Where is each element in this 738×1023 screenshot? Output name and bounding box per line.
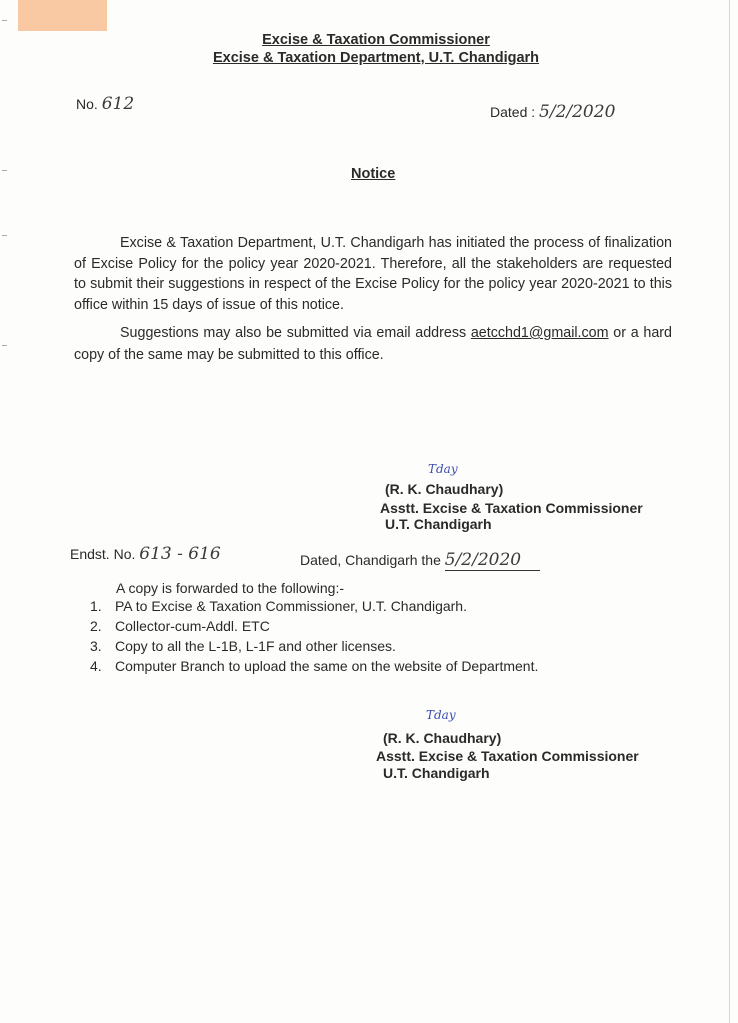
dated-value: 5/2/2020 (539, 102, 616, 122)
no-label: No. (76, 96, 98, 112)
item-number: 1. (90, 598, 102, 614)
signatory-name: (R. K. Chaudhary) (385, 481, 504, 497)
notice-title: Notice (351, 166, 396, 182)
paragraph-2 (74, 322, 672, 366)
item-number: 2. (90, 618, 102, 634)
paragraph-1 (74, 233, 672, 315)
reference-date (490, 102, 615, 122)
signatory-location: U.T. Chandigarh (385, 516, 492, 532)
scan-edge (729, 0, 730, 1023)
punch-mark (2, 235, 7, 236)
list-item (90, 658, 538, 678)
endorsement-number (70, 544, 221, 564)
paragraph-2-text: Suggestions may also be submitted via email address (120, 325, 471, 341)
signatory-designation: Asstt. Excise & Taxation Commissioner (380, 500, 643, 516)
header-line1: Excise & Taxation Commissioner (262, 32, 490, 48)
copy-intro: A copy is forwarded to the following:- (116, 580, 345, 596)
punch-mark (2, 345, 7, 346)
reference-number (76, 94, 134, 114)
item-number: 4. (90, 658, 102, 674)
signatory-location: U.T. Chandigarh (383, 765, 490, 781)
punch-mark (2, 20, 7, 21)
endst-dated-label: Dated, Chandigarh the (300, 552, 441, 568)
email-link[interactable]: aetcchd1@gmail.com (470, 325, 609, 341)
item-text: Collector-cum-Addl. ETC (115, 618, 270, 634)
item-text: PA to Excise & Taxation Commissioner, U.T. Chandigarh. (115, 598, 467, 614)
endst-value: 613 - 616 (139, 544, 221, 564)
list-item (90, 618, 538, 638)
endst-dated-value: 5/2/2020 (445, 550, 540, 571)
item-text: Computer Branch to upload the same on the website of Department. (115, 658, 539, 674)
header-line2: Excise & Taxation Department, U.T. Chandigarh (212, 50, 540, 66)
distribution-list (90, 598, 538, 678)
dated-label: Dated : (490, 104, 536, 120)
punch-mark (2, 170, 7, 171)
list-item (90, 638, 538, 658)
signature-initials: Tday (428, 462, 458, 476)
signatory-designation: Asstt. Excise & Taxation Commissioner (376, 748, 639, 764)
endorsement-date (300, 550, 540, 571)
paragraph-2-text-end: or a hard copy of the same may be submitted to this office. (74, 325, 672, 363)
endst-label: Endst. No. (70, 546, 136, 562)
paragraph-1-text: Excise & Taxation Department, U.T. Chandigarh has initiated the process of finalization of Excise Policy for the policy year 2020-2021. Therefore, all the stakeholders are requested to submit their suggestions in respect of the Excise Policy for the policy year 2020-2021 to this office within 15 days of issue of this notice. (74, 235, 672, 313)
signature-initials: Tday (426, 708, 456, 722)
list-item (90, 598, 538, 618)
item-number: 3. (90, 638, 102, 654)
item-text: Copy to all the L-1B, L-1F and other licenses. (115, 638, 396, 654)
no-value: 612 (101, 94, 135, 114)
signatory-name: (R. K. Chaudhary) (383, 730, 502, 746)
orange-tab-mark (18, 0, 107, 31)
